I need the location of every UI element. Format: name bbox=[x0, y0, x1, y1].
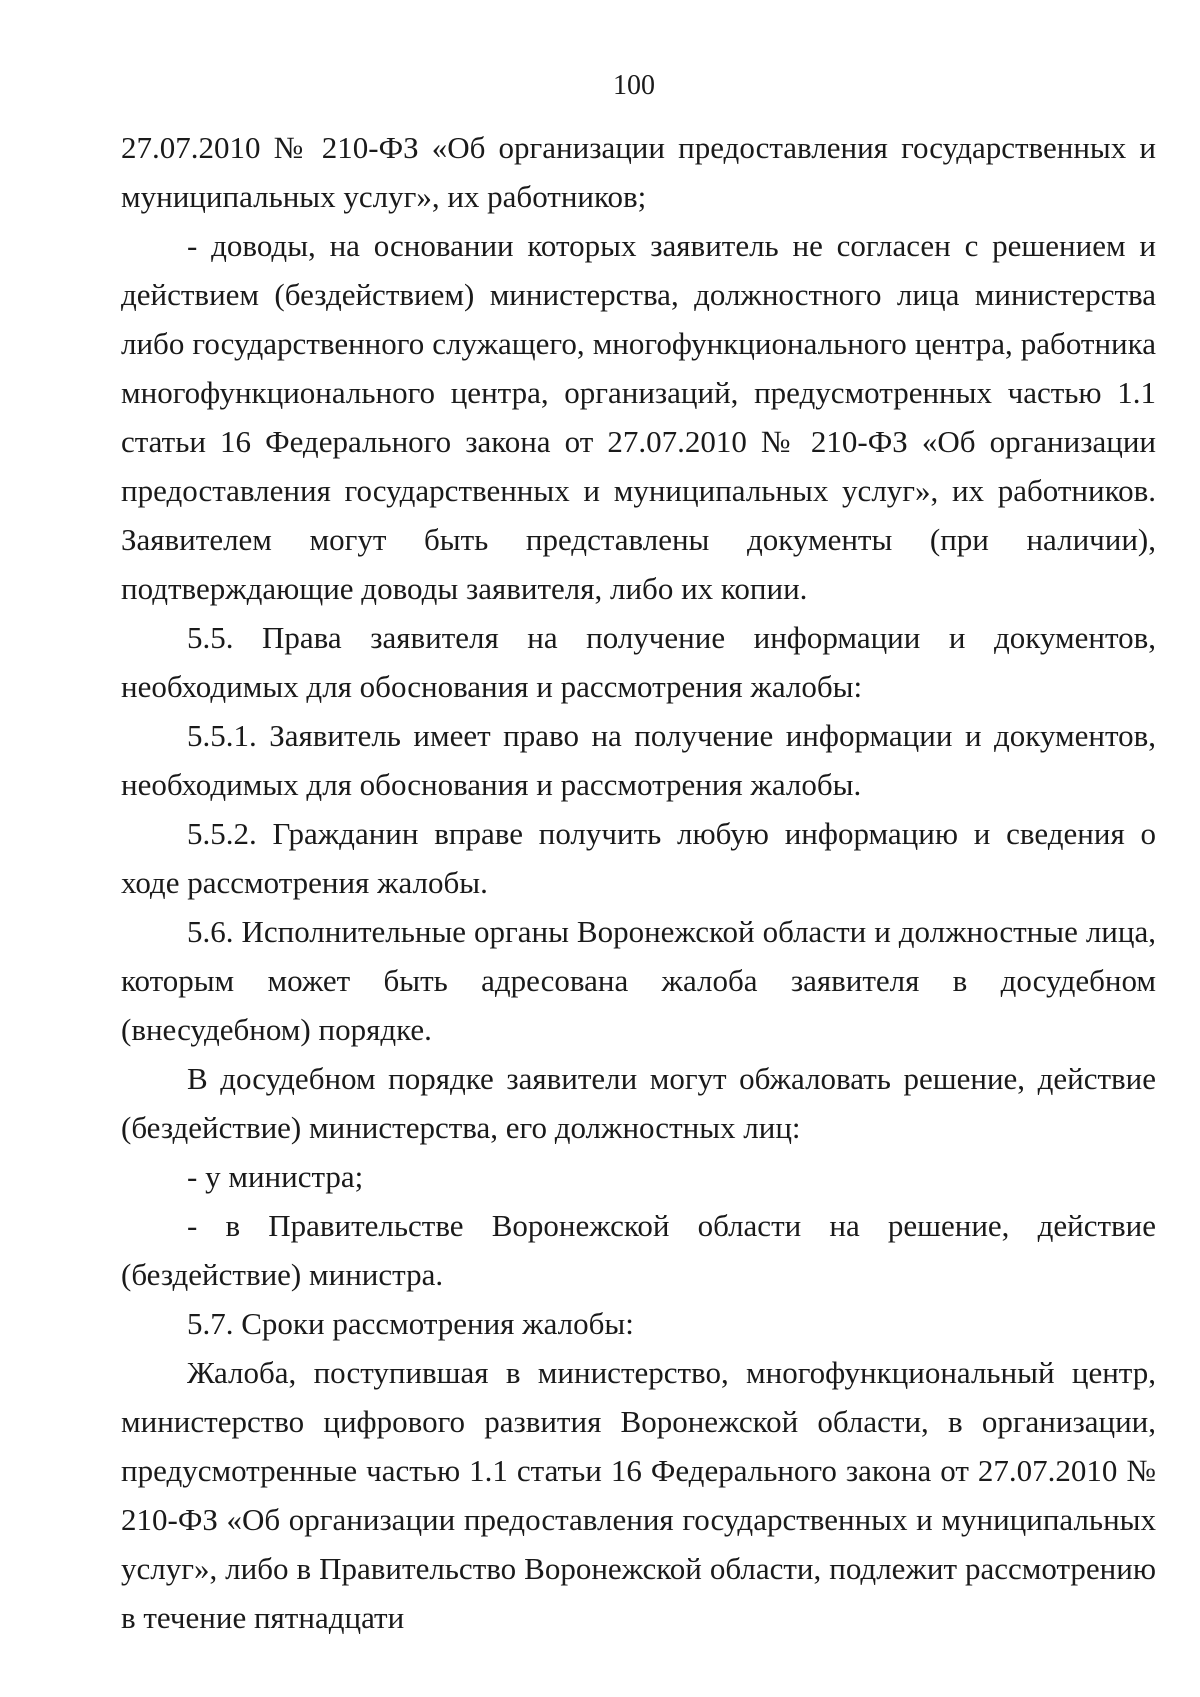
list-item-minister: - у министра; bbox=[187, 1159, 364, 1194]
paragraph-pretrial-appeal: В досудебном порядке заявители могут обжаловать решение, действие (бездействие) министерства, его должностных лиц: bbox=[121, 1061, 1156, 1145]
paragraph-applicant-arguments: - доводы, на основании которых заявитель не согласен с решением и действием (бездействием) министерства, должностного лица министерства либо государственного служащего, многофункционального центра, работника многофункционального центра, организаций, предусмотренных частью 1.1 статьи 16 Федерального закона от 27.07.2010 № 210-ФЗ «Об организации предоставления государственных и муниципальных услуг», их работников. Заявителем могут быть представлены документы (при наличии), подтверждающие доводы заявителя, либо их копии. bbox=[121, 228, 1156, 606]
paragraph-5-7-review-deadlines: 5.7. Сроки рассмотрения жалобы: bbox=[187, 1306, 634, 1341]
paragraph-5-6-executive-bodies: 5.6. Исполнительные органы Воронежской области и должностные лица, которым может быть адресована жалоба заявителя в досудебном (внесудебном) порядке. bbox=[121, 914, 1156, 1047]
list-item-government: - в Правительстве Воронежской области на решение, действие (бездействие) министра. bbox=[121, 1208, 1156, 1292]
paragraph-5-5-1: 5.5.1. Заявитель имеет право на получение информации и документов, необходимых для обоснования и рассмотрения жалобы. bbox=[121, 718, 1156, 802]
paragraph-5-5-2: 5.5.2. Гражданин вправе получить любую информацию и сведения о ходе рассмотрения жалобы. bbox=[121, 816, 1156, 900]
page-number: 100 bbox=[613, 70, 655, 101]
paragraph-continuation-law-reference: 27.07.2010 № 210-ФЗ «Об организации предоставления государственных и муниципальных услуг», их работников; bbox=[121, 130, 1156, 214]
document-body bbox=[121, 123, 1156, 1642]
paragraph-5-5-applicant-rights: 5.5. Права заявителя на получение информации и документов, необходимых для обоснования и рассмотрения жалобы: bbox=[121, 620, 1156, 704]
paragraph-complaint-review-period: Жалоба, поступившая в министерство, многофункциональный центр, министерство цифрового развития Воронежской области, в организации, предусмотренные частью 1.1 статьи 16 Федерального закона от 27.07.2010 № 210-ФЗ «Об организации предоставления государственных и муниципальных услуг», либо в Правительство Воронежской области, подлежит рассмотрению в течение пятнадцати bbox=[121, 1355, 1156, 1635]
